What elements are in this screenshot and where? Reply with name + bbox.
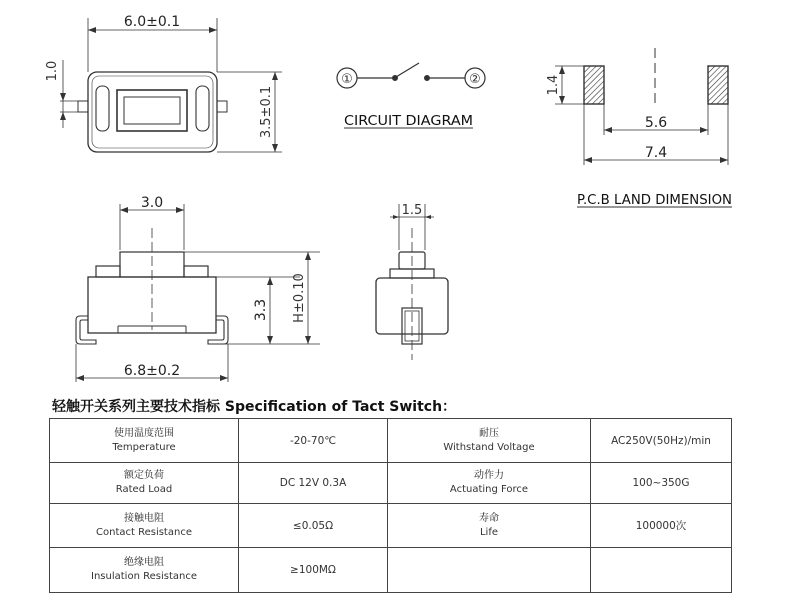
front-top-width-dim: 3.0 <box>140 195 164 211</box>
pcb-caption: P.C.B LAND DIMENSION <box>577 193 732 208</box>
pcb-outer-spacing-dim: 7.4 <box>644 145 668 161</box>
table-row <box>50 463 732 504</box>
table-row <box>50 548 732 593</box>
pcb-pad-height-dim: 1.4 <box>546 74 561 96</box>
top-width-dim: 6.0±0.1 <box>123 14 181 30</box>
table-row <box>50 504 732 548</box>
spec-value-withstand-voltage: AC250V(50Hz)/min <box>591 419 732 463</box>
circuit-caption: CIRCUIT DIAGRAM <box>344 114 473 129</box>
front-view <box>76 204 320 382</box>
spec-value-insulation-resistance: ≥100MΩ <box>239 548 388 593</box>
table-row <box>50 419 732 463</box>
spec-label-withstand-voltage: 耐压 Withstand Voltage <box>388 419 591 463</box>
spec-label-rated-load: 额定负荷 Rated Load <box>50 463 239 504</box>
front-body-height-dim: 3.3 <box>253 298 269 322</box>
spec-value-empty <box>591 548 732 593</box>
spec-value-rated-load: DC 12V 0.3A <box>239 463 388 504</box>
top-height-dim: 3.5±0.1 <box>259 85 274 139</box>
pcb-inner-spacing-dim: 5.6 <box>644 115 668 131</box>
spec-value-actuating-force: 100~350G <box>591 463 732 504</box>
pcb-land-diagram <box>555 48 732 207</box>
side-view <box>376 204 448 360</box>
side-top-width-dim: 1.5 <box>401 203 423 218</box>
spec-value-life: 100000次 <box>591 504 732 548</box>
spec-label-temperature: 使用温度范围 Temperature <box>50 419 239 463</box>
spec-label-empty <box>388 548 591 593</box>
spec-value-temperature: -20-70℃ <box>239 419 388 463</box>
top-left-small-dim: 1.0 <box>45 60 60 82</box>
front-total-height-dim: H±0.10 <box>292 273 307 323</box>
circuit-node-2: ② <box>469 72 481 87</box>
top-view <box>60 18 282 152</box>
front-base-width-dim: 6.8±0.2 <box>123 363 181 379</box>
spec-table <box>49 418 732 593</box>
spec-value-contact-resistance: ≤0.05Ω <box>239 504 388 548</box>
spec-label-insulation-resistance: 绝缘电阻 Insulation Resistance <box>50 548 239 593</box>
spec-title: 轻触开关系列主要技术指标 Specification of Tact Switch： <box>52 399 457 415</box>
circuit-node-1: ① <box>341 72 353 87</box>
spec-label-actuating-force: 动作力 Actuating Force <box>388 463 591 504</box>
spec-label-contact-resistance: 接触电阻 Contact Resistance <box>50 504 239 548</box>
spec-label-life: 寿命 Life <box>388 504 591 548</box>
